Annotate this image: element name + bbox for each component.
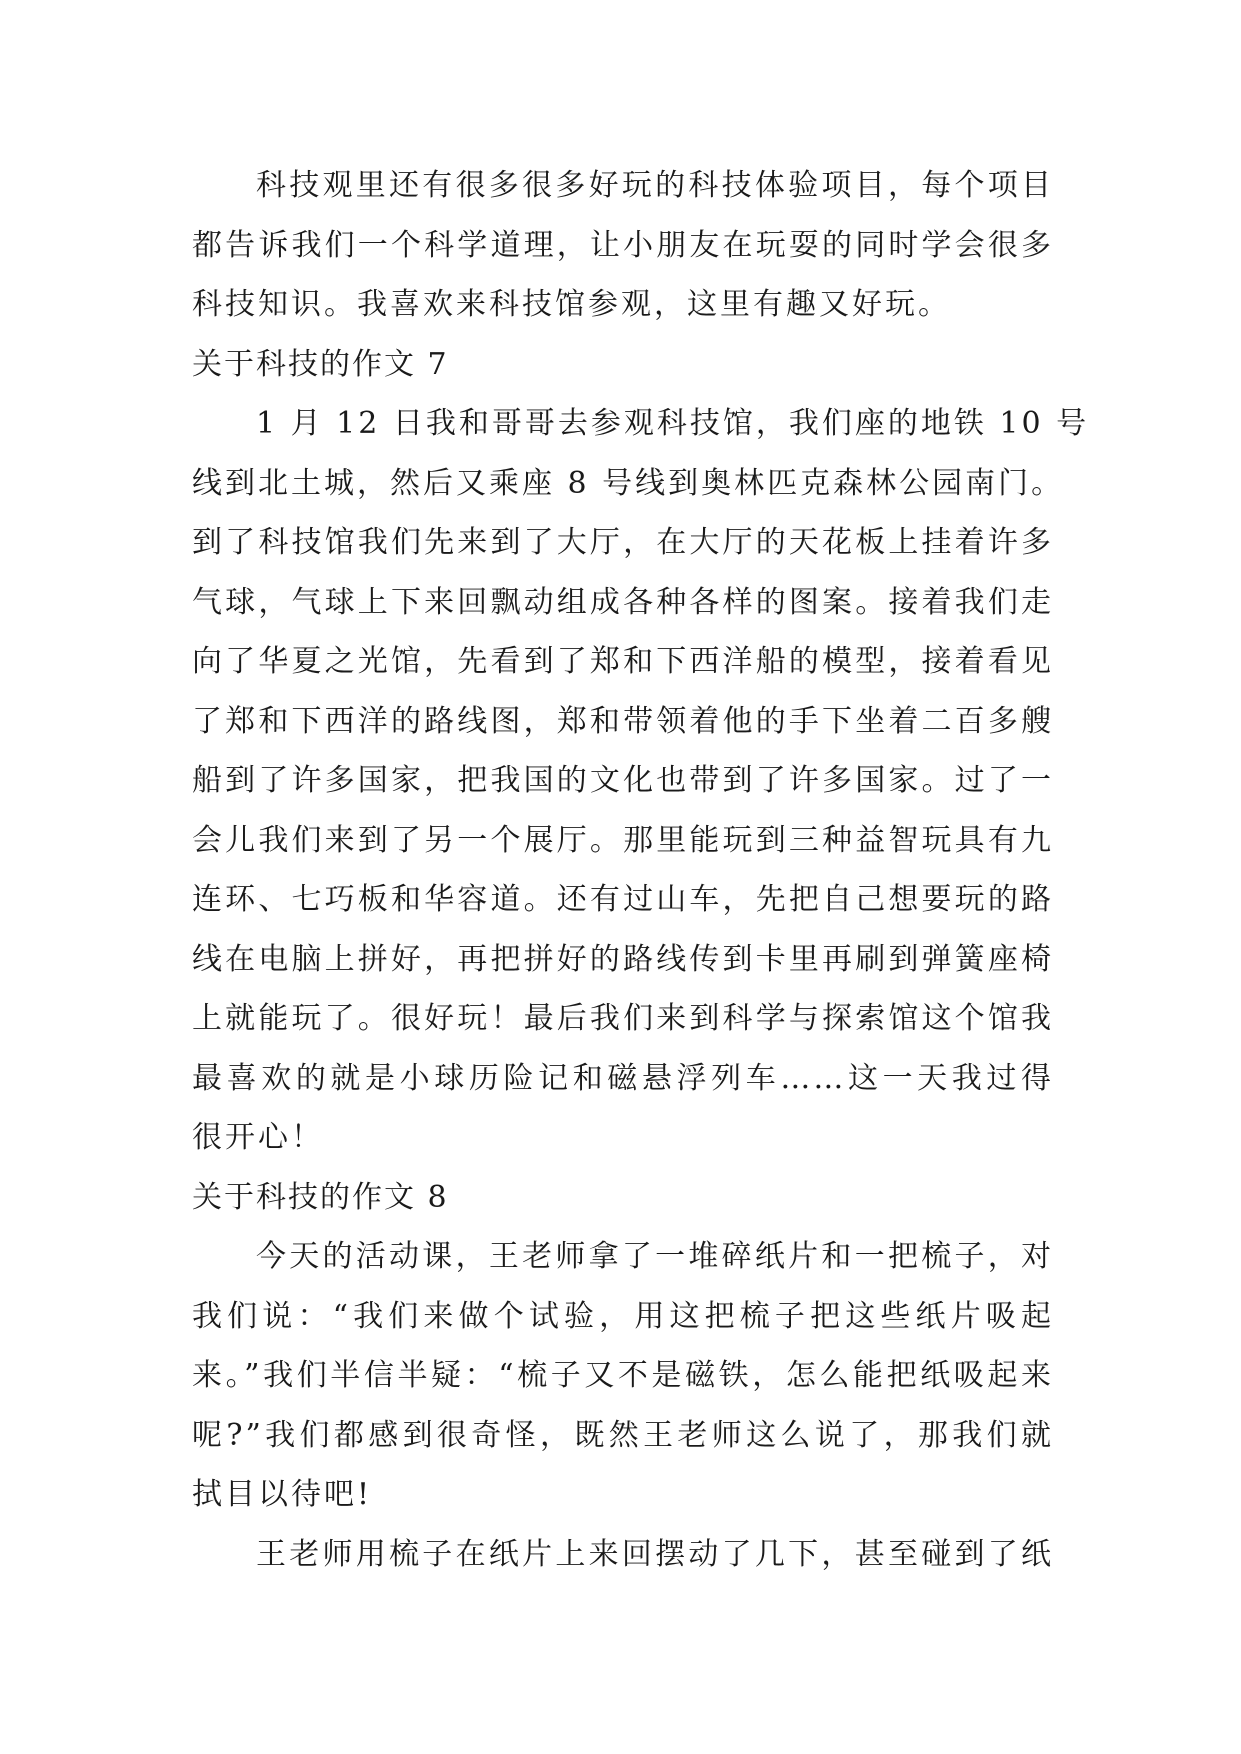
text-line: 都告诉我们一个科学道理，让小朋友在玩耍的同时学会很多 — [192, 227, 1054, 263]
paragraph — [192, 394, 1090, 1168]
text-line: 拭目以待吧! — [192, 1477, 373, 1512]
text-line: 线在电脑上拼好，再把拼好的路线传到卡里再刷到弹簧座椅 — [192, 941, 1054, 977]
text-line: 我们说：“我们来做个试验，用这把梳子把这些纸片吸起 — [192, 1298, 1054, 1334]
section-heading: 关于科技的作文 8 — [192, 1179, 449, 1215]
text-line: 到了科技馆我们先来到了大厅，在大厅的天花板上挂着许多 — [192, 525, 1054, 560]
text-line: 最喜欢的就是小球历险记和磁悬浮列车……这一天我过得 — [192, 1060, 1054, 1096]
text-line: 线到北土城，然后又乘座 8 号线到奥林匹克森林公园南门。 — [192, 465, 1065, 501]
section-heading: 关于科技的作文 7 — [192, 346, 449, 382]
paragraph — [192, 1525, 1054, 1585]
text-line: 科技观里还有很多很多好玩的科技体验项目，每个项目 — [256, 168, 1054, 203]
paragraph — [192, 1227, 1054, 1525]
text-line: 呢?”我们都感到很奇怪，既然王老师这么说了，那我们就 — [192, 1417, 1054, 1453]
text-line: 船到了许多国家，把我国的文化也带到了许多国家。过了一 — [192, 763, 1054, 798]
text-line: 气球，气球上下来回飘动组成各种各样的图案。接着我们走 — [192, 584, 1054, 620]
text-line: 连环、七巧板和华容道。还有过山车，先把自己想要玩的路 — [192, 882, 1054, 917]
text-line: 来。”我们半信半疑：“梳子又不是磁铁，怎么能把纸吸起来 — [192, 1358, 1054, 1393]
paragraph — [192, 156, 1054, 335]
text-line: 王老师用梳子在纸片上来回摆动了几下，甚至碰到了纸 — [256, 1536, 1054, 1572]
text-line: 向了华夏之光馆，先看到了郑和下西洋船的模型，接着看见 — [192, 644, 1054, 679]
text-line: 1 月 12 日我和哥哥去参观科技馆，我们座的地铁 10 号 — [256, 406, 1090, 441]
text-line: 会儿我们来到了另一个展厅。那里能玩到三种益智玩具有九 — [192, 822, 1054, 858]
document-page — [192, 156, 1090, 1584]
text-line: 今天的活动课，王老师拿了一堆碎纸片和一把梳子，对 — [256, 1239, 1054, 1274]
text-line: 很开心！ — [192, 1120, 324, 1155]
text-line: 上就能玩了。很好玩！最后我们来到科学与探索馆这个馆我 — [192, 1001, 1054, 1036]
text-line: 科技知识。我喜欢来科技馆参观，这里有趣又好玩。 — [192, 287, 951, 322]
text-line: 了郑和下西洋的路线图，郑和带领着他的手下坐着二百多艘 — [192, 703, 1054, 739]
